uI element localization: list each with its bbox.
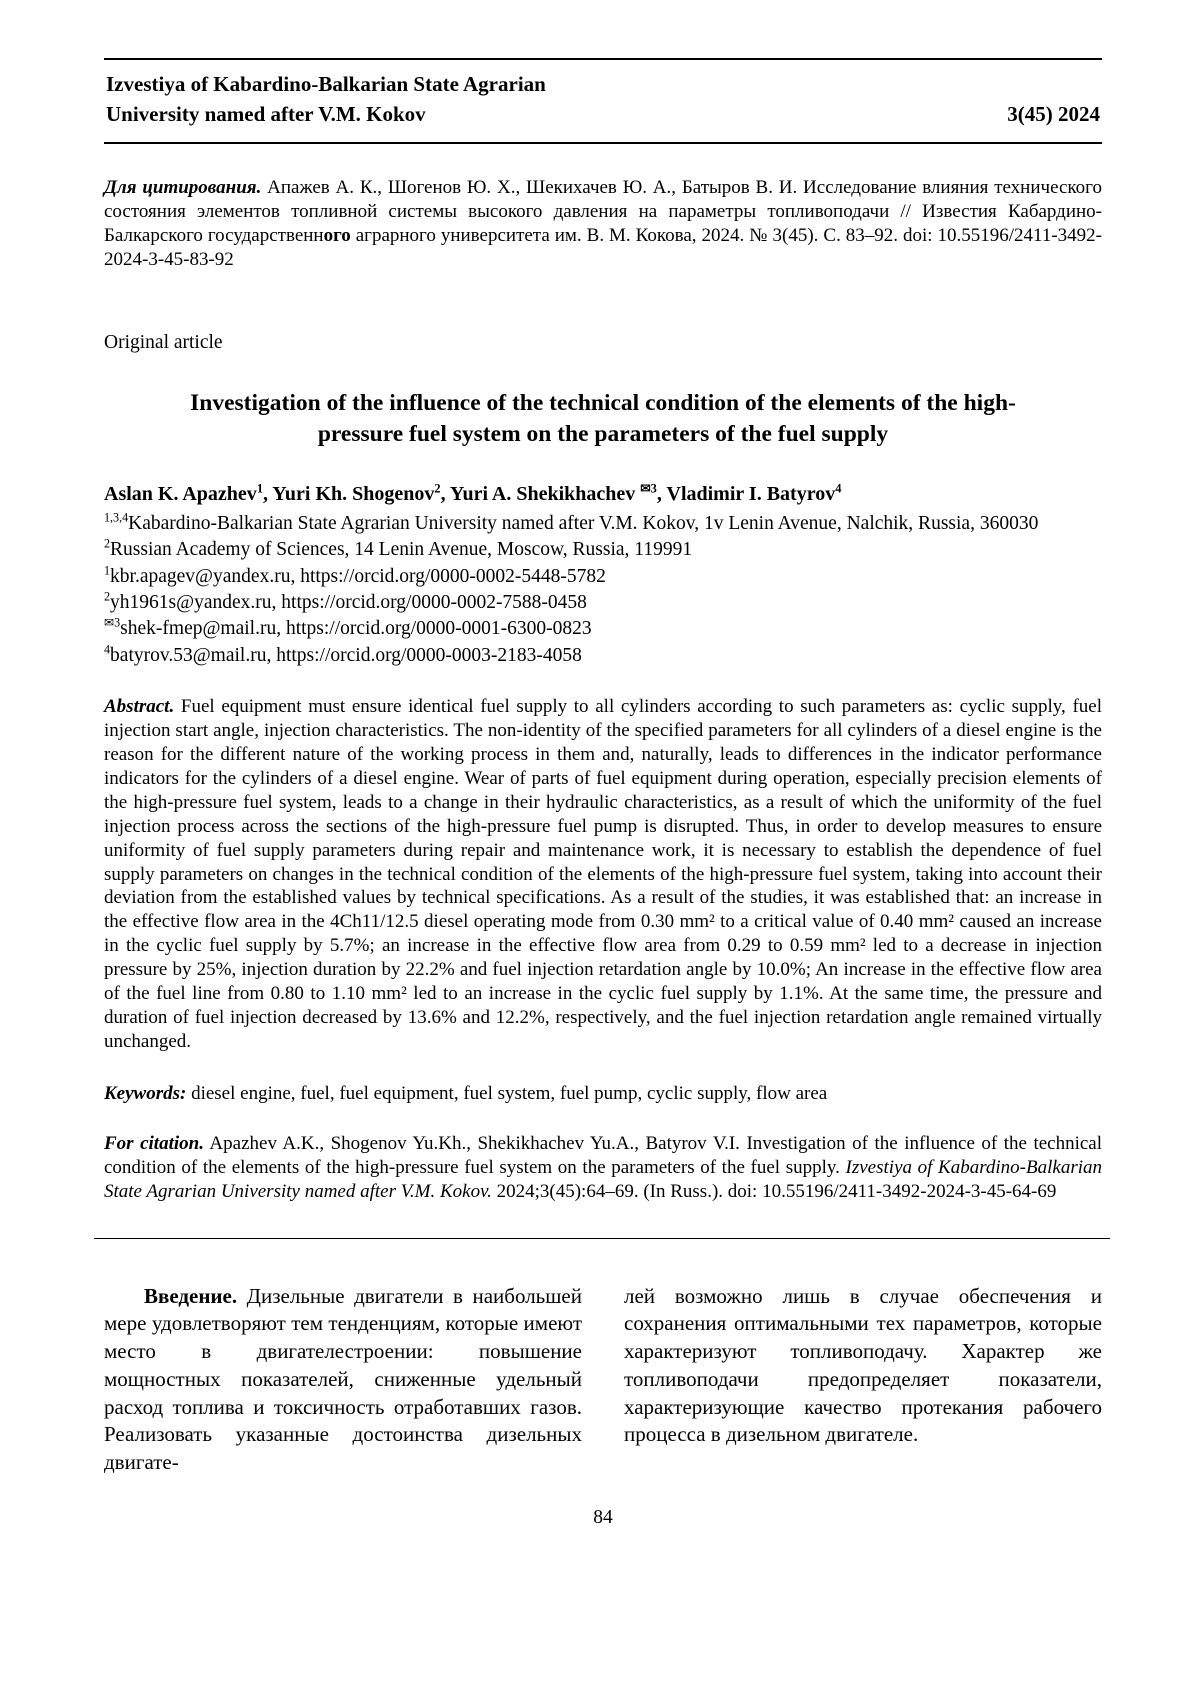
author-2-superscript: 2 bbox=[434, 481, 441, 496]
english-citation-label: For citation. bbox=[104, 1132, 204, 1154]
english-citation-block bbox=[104, 1132, 1102, 1204]
author-3-envelope-superscript: ✉3 bbox=[640, 481, 657, 496]
contact-4-superscript: 4 bbox=[104, 642, 111, 657]
journal-title-line1: Izvestiya of Kabardino-Balkarian State Agrarian bbox=[106, 72, 546, 96]
russian-citation-text: Апажев А. К., Шогенов Ю. Х., Шекихачев Ю. А., Батыров В. И. Исследование влияния технического состояния элементов топливной системы высокого давления на параметры топливоподачи // Известия Кабардино-Балкарского государственн bbox=[104, 176, 1102, 246]
english-citation-text-end: 2024;3(45):64–69. (In Russ.). doi: 10.55196/2411-3492-2024-3-45-64-69 bbox=[496, 1180, 1057, 1202]
intro-column-left bbox=[104, 1283, 582, 1477]
section-divider bbox=[94, 1238, 1110, 1239]
journal-header-row2 bbox=[106, 99, 1100, 129]
english-citation-text: Apazhev A.K., Shogenov Yu.Kh., Shekikhachev Yu.A., Batyrov V.I. Investigation of the influence of the technical condition of the elements of the high-pressure fuel system on the parameters of the fuel supply. bbox=[104, 1132, 1103, 1178]
author-contact-line-2 bbox=[104, 590, 1102, 616]
contact-1-superscript: 1 bbox=[104, 563, 111, 578]
intro-lead-word: Введение. bbox=[144, 1283, 238, 1308]
affiliation-2-superscript: 2 bbox=[104, 536, 111, 551]
affiliation-2-text: Russian Academy of Sciences, 14 Lenin Avenue, Moscow, Russia, 119991 bbox=[110, 539, 693, 561]
issue-number: 3(45) 2024 bbox=[1007, 102, 1100, 127]
article-title: Investigation of the influence of the technical condition of the elements of the high-pressure fuel system on the parameters of the fuel supply bbox=[190, 389, 1016, 448]
english-citation-journal-italic: Izvestiya of Kabardino-Balkarian State Agrarian University named after V.M. Kokov. bbox=[104, 1156, 1103, 1202]
author-1-superscript: 1 bbox=[256, 481, 264, 496]
contact-2-superscript: 2 bbox=[104, 589, 111, 604]
keywords-label: Keywords: bbox=[104, 1083, 187, 1104]
contact-4-text: batyrov.53@mail.ru, https://orcid.org/0000-0003-2183-4058 bbox=[110, 644, 582, 666]
author-separator: , bbox=[440, 483, 446, 506]
author-contact-line-4 bbox=[104, 643, 1102, 669]
contact-1-text: kbr.apagev@yandex.ru, https://orcid.org/0000-0002-5448-5782 bbox=[110, 565, 606, 587]
author-separator: , bbox=[656, 483, 662, 506]
intro-two-columns bbox=[104, 1283, 1102, 1477]
keywords-text: diesel engine, fuel, fuel equipment, fuel system, fuel pump, cyclic supply, flow area bbox=[191, 1083, 828, 1104]
journal-header bbox=[104, 58, 1102, 144]
contact-3-text: shek-fmep@mail.ru, https://orcid.org/0000-0001-6300-0823 bbox=[120, 618, 592, 640]
author-separator: , bbox=[263, 483, 269, 506]
affiliation-line-2 bbox=[104, 537, 1102, 563]
journal-title-line2: University named after V.M. Kokov bbox=[106, 102, 426, 127]
contact-2-text: yh1961s@yandex.ru, https://orcid.org/0000-0002-7588-0458 bbox=[110, 592, 587, 613]
author-contact-line-3 bbox=[104, 616, 1102, 642]
author-2-name: Yuri Kh. Shogenov bbox=[272, 483, 435, 506]
abstract-text: Fuel equipment must ensure identical fuel supply to all cylinders according to such parameters as: cyclic supply, fuel injection start angle, injection characteristics. The non-identity of the specified parameters for all cylinders of a diesel engine is the reason for the different nature of the working process in them and, naturally, leads to differences in the indicator performance indicators for the cylinders of a diesel engine. Wear of parts of fuel equipment during operation, especially precision elements of the high-pressure fuel system, leads to a change in their hydraulic characteristics, as a result of which the uniformity of the fuel injection process across the sections of the high-pressure fuel pump is disrupted. Thus, in order to develop measures to ensure uniformity of fuel supply parameters during repair and maintenance work, it is necessary to establish the dependence of fuel supply parameters on changes in the technical condition of the elements of the high-pressure fuel system, taking into account their deviation from the established values by technical specifications. As a result of the studies, it was established that: an increase in the effective flow area in the 4Ch11/12.5 diesel operating mode from 0.30 mm² to a critical value of 0.40 mm² caused an increase in the cyclic fuel supply by 5.7%; an increase in the effective flow area from 0.29 to 0.59 mm² led to a decrease in injection pressure by 25%, injection duration by 22.2% and fuel injection retardation angle by 10.0%; An increase in the effective flow area of the fuel line from 0.80 to 1.10 mm² led to an increase in the cyclic fuel supply by 1.1%. At the same time, the pressure and duration of fuel injection decreased by 13.6% and 12.2%, respectively, and the fuel injection retardation angle remained virtually unchanged. bbox=[104, 695, 1103, 1053]
russian-citation-block bbox=[104, 176, 1102, 272]
authors-line bbox=[104, 481, 1102, 507]
author-contact-line-1 bbox=[104, 564, 1102, 590]
intro-left-text: Дизельные двигатели в наибольшей мере удовлетворяют тем тенденциям, которые имеют место в двигателестроении: повышение мощностных показателей, сниженные удельный расход топлива и токсичность отработавших газов. Реализовать указанные достоинства дизельных двигате- bbox=[104, 1283, 582, 1475]
abstract-label: Abstract. bbox=[104, 695, 175, 717]
affiliation-1-text: Kabardino-Balkarian State Agrarian University named after V.M. Kokov, 1v Lenin Avenue, Nalchik, Russia, 360030 bbox=[128, 513, 1039, 535]
affiliation-line-1 bbox=[104, 511, 1102, 537]
article-type-label: Original article bbox=[104, 331, 223, 353]
page-number: 84 bbox=[593, 1506, 613, 1528]
affiliations-block bbox=[104, 511, 1102, 669]
intro-paragraph-right: лей возможно лишь в случае обеспечения и сохранения оптимальными тех параметров, которые характеризуют топливоподачу. Характер же топливоподачи предопределяет показатели, характеризующие качество протекания рабочего процесса в дизельном двигателе. bbox=[624, 1283, 1102, 1447]
keywords-block bbox=[104, 1082, 1102, 1106]
author-4-name: Vladimir I. Batyrov bbox=[666, 483, 836, 506]
contact-3-envelope-superscript: ✉3 bbox=[104, 615, 121, 630]
author-3-name: Yuri A. Shekikhachev bbox=[449, 483, 636, 506]
abstract-block bbox=[104, 695, 1102, 1054]
author-4-superscript: 4 bbox=[835, 481, 842, 496]
affiliation-1-superscript: 1,3,4 bbox=[104, 510, 129, 525]
author-1-name: Aslan K. Apazhev bbox=[104, 483, 257, 506]
russian-citation-text-end: аграрного университета им. В. М. Кокова, 2024. № 3(45). С. 83–92. doi: 10.55196/2411-3492-2024-3-45-83-92 bbox=[104, 224, 1102, 270]
russian-citation-bold-fragment: ого bbox=[323, 224, 351, 246]
intro-paragraph-left bbox=[104, 1283, 582, 1477]
russian-citation-label: Для цитирования. bbox=[104, 176, 262, 198]
intro-column-right bbox=[624, 1283, 1102, 1477]
